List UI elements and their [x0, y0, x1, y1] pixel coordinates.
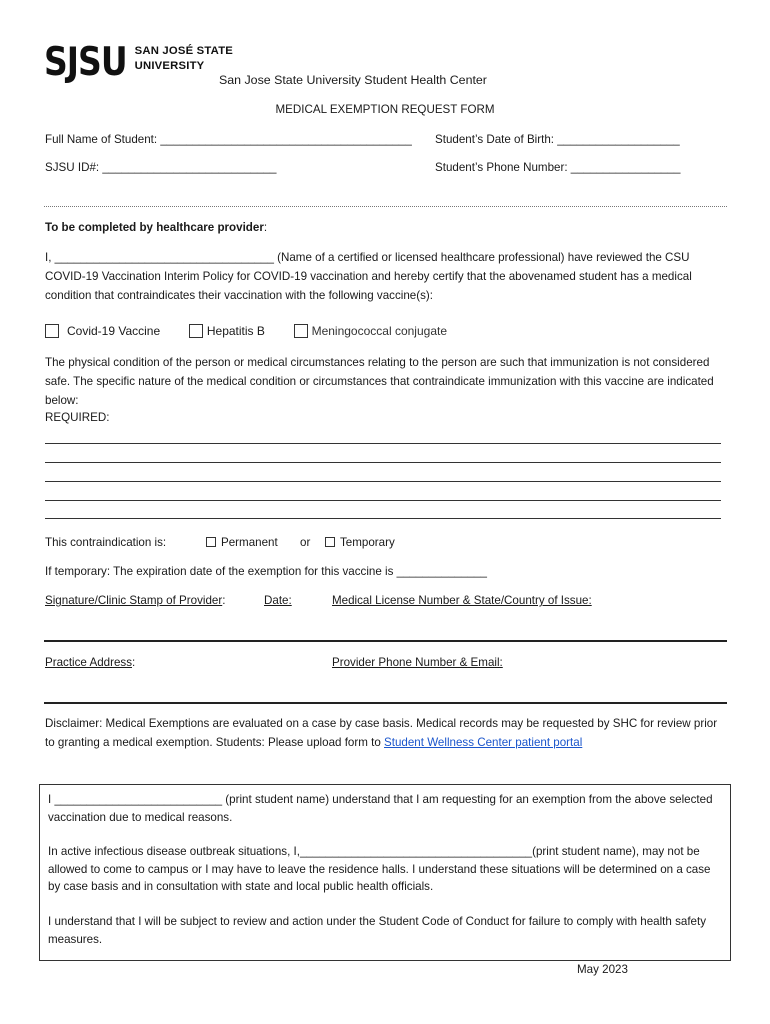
- footer-date: May 2023: [577, 963, 628, 976]
- logo-line-1: SAN JOSÉ STATE: [134, 45, 234, 57]
- contraindication-label: This contraindication is:: [45, 536, 167, 549]
- signature-colon: :: [222, 594, 226, 607]
- signature-label-text: Signature/Clinic Stamp of Provider: [45, 594, 223, 607]
- permanent-option[interactable]: [206, 536, 278, 549]
- provider-heading: [45, 221, 267, 234]
- signature-line[interactable]: [44, 640, 727, 642]
- or-text: or: [300, 536, 311, 549]
- form-title: MEDICAL EXEMPTION REQUEST FORM: [275, 103, 495, 116]
- condition-paragraph: The physical condition of the person or medical circumstances relating to the person are such that immunization is not considered safe. The specific nature of the medical condition or circumstances that contraindicate immunization with this vaccine are indicated below:: [45, 356, 714, 407]
- hepatitis-b-label: Hepatitis B: [206, 324, 265, 338]
- meningococcal-option[interactable]: [294, 324, 447, 338]
- expiration-field[interactable]: If temporary: The expiration date of the exemption for this vaccine is ______________: [45, 565, 487, 578]
- patient-portal-link[interactable]: Student Wellness Center patient portal: [384, 735, 583, 749]
- acknowledgement-p3: I understand that I will be subject to review and action under the Student Code of Conduct for failure to comply with health safety measures.: [48, 915, 707, 946]
- student-phone-field[interactable]: Student’s Phone Number: _________________: [435, 161, 681, 174]
- logo-mark: SJSU: [44, 38, 127, 85]
- permanent-checkbox[interactable]: [206, 537, 216, 547]
- certify-paragraph: I, __________________________________ (Name of a certified or licensed healthcare professional) have reviewed the CSU COVID-19 Vaccination Interim Policy for COVID-19 vaccination and hereby certify that the abovenamed student has a medical condition that contraindicates their vaccination with the following vaccine(s):: [45, 251, 692, 302]
- hepatitis-b-option[interactable]: [189, 324, 265, 338]
- student-full-name-field[interactable]: Full Name of Student: _______________________________________: [45, 133, 412, 146]
- student-id-field[interactable]: SJSU ID#: ___________________________: [45, 161, 277, 174]
- logo-wordmark: [135, 44, 233, 74]
- required-line-4[interactable]: [45, 500, 721, 501]
- required-line-3[interactable]: [45, 481, 721, 482]
- disclaimer-text: Disclaimer: Medical Exemptions are evaluated on a case by case basis. Medical records may be requested by SHC for review prior to granting a medical exemption. Students: Please upload form to: [45, 717, 718, 749]
- provider-heading-text: To be completed by healthcare provider: [45, 221, 264, 234]
- temporary-checkbox[interactable]: [325, 537, 335, 547]
- meningococcal-checkbox[interactable]: [294, 324, 308, 338]
- meningococcal-label: Meningococcal conjugate: [311, 324, 447, 338]
- student-acknowledgement-box: [39, 784, 731, 961]
- student-dob-field[interactable]: Student’s Date of Birth: ___________________: [435, 133, 680, 146]
- acknowledgement-p2: In active infectious disease outbreak situations, I,____________________________________(print student name), may not be allowed to come to campus or I may have to leave the residence halls. I understand these situations will be determined on a case by case basis and in consultation with state and local public health officials.: [48, 845, 711, 894]
- date-label: Date:: [264, 594, 292, 607]
- temporary-label: Temporary: [340, 536, 395, 549]
- provider-heading-colon-char: :: [263, 221, 268, 234]
- vaccine-options: [45, 324, 447, 338]
- required-label: REQUIRED:: [45, 411, 110, 424]
- signature-label: [45, 594, 225, 607]
- hepatitis-b-checkbox[interactable]: [189, 324, 203, 338]
- license-label: Medical License Number & State/Country of Issue:: [332, 594, 592, 607]
- practice-colon: :: [132, 656, 136, 669]
- acknowledgement-p1: I __________________________ (print student name) understand that I am requesting for an exemption from the above selected vaccination due to medical reasons.: [48, 793, 713, 824]
- practice-address-label: [45, 656, 135, 669]
- covid-label: Covid-19 Vaccine: [67, 324, 161, 338]
- disclaimer: [45, 715, 727, 753]
- logo-line-2: UNIVERSITY: [134, 60, 205, 72]
- temporary-option[interactable]: [325, 536, 395, 549]
- required-line-2[interactable]: [45, 462, 721, 463]
- org-title: San Jose State University Student Health Center: [219, 73, 487, 87]
- sjsu-logo: [44, 38, 234, 85]
- provider-phone-email-label: Provider Phone Number & Email:: [332, 656, 503, 669]
- permanent-label: Permanent: [221, 536, 278, 549]
- section-divider: [44, 206, 727, 207]
- practice-address-text: Practice Address: [45, 656, 132, 669]
- covid-checkbox[interactable]: [45, 324, 59, 338]
- practice-line[interactable]: [44, 702, 727, 704]
- required-line-1[interactable]: [45, 443, 721, 444]
- required-line-5[interactable]: [45, 518, 721, 519]
- covid-vaccine-option[interactable]: [45, 324, 160, 338]
